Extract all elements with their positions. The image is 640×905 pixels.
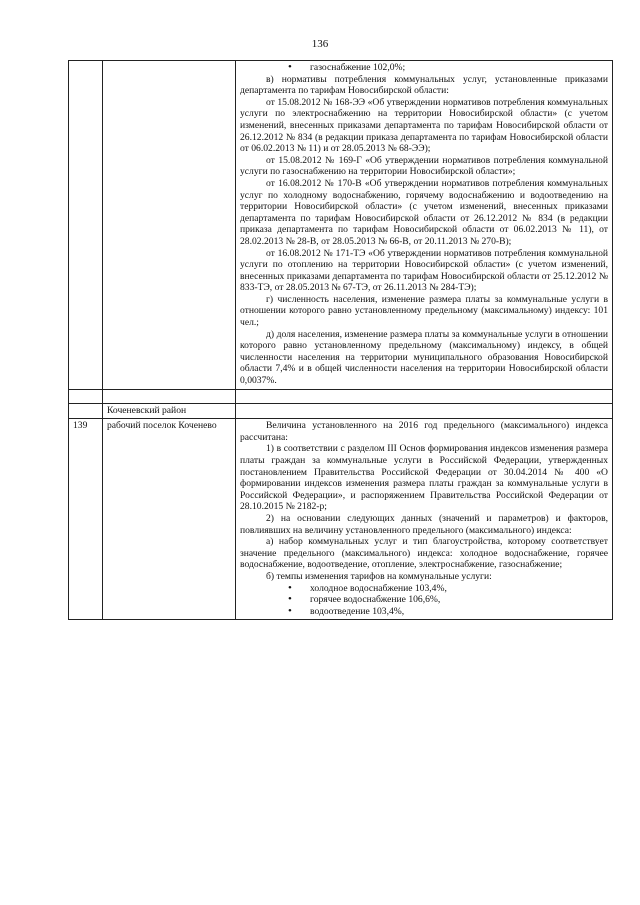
list-item: • холодное водоснабжение 103,4%, [310, 583, 608, 595]
page-number: 136 [311, 38, 329, 50]
table-row-district [69, 403, 613, 419]
row-number: 139 [69, 419, 103, 620]
paragraph: б) темпы изменения тарифов на коммунальные услуги: [266, 570, 492, 582]
bullet-list [240, 583, 608, 618]
table-row-139 [69, 419, 613, 620]
paragraph: от 15.08.2012 № 169-Г «Об утверждении нормативов потребления коммунальной услуги по газоснабжению на территории Новосибирской области»; [240, 154, 608, 178]
paragraph: а) набор коммунальных услуг и тип благоустройства, которому соответствует значение предельного (максимального) индекса: холодное водоснабжение, горячее водоснабжение, водоотведение, отопление, электроснабжение, газоснабжение; [240, 536, 608, 571]
paragraph: д) доля населения, изменение размера платы за коммунальные услуги в отношении которого равно установленному предельному (максимальному) индексу, в общей численности населения на территории муниципального образования Новосибирской области 7,4% и в общей численности населения на территории Новосибирской области 0,0037%. [240, 328, 608, 387]
list-item: • газоснабжение 102,0%; [310, 62, 608, 74]
paragraph: от 16.08.2012 № 170-В «Об утверждении нормативов потребления коммунальных услуг по холодному водоснабжению, горячему водоснабжению и водоотведению на территории Новосибирской области» (с учетом изменений, внесенных приказами департамента по тарифам Новосибирской области от 26.12.2012 № 834 (в редакции приказа департамента по тарифам Новосибирской области от 06.02.2013 № 11), от 28.02.2013 № 28-В, от 28.05.2013 № 66-В, от 20.11.2013 № 270-В); [240, 177, 608, 247]
cell-continuation-text [236, 61, 613, 390]
table-row-continuation [69, 61, 613, 390]
paragraph: от 15.08.2012 № 168-ЭЭ «Об утверждении нормативов потребления коммунальных услуги по электроснабжению на территории Новосибирской области» (с учетом изменений, внесенных приказами департамента по тарифам Новосибирской области от 26.12.2012 № 834 (в редакции приказа департамента по тарифам Новосибирской области от 06.02.2013 № 11) и от 28.05.2013 № 68-ЭЭ); [240, 96, 608, 155]
district-name: Коченевский район [103, 403, 236, 419]
cell-district-num [69, 403, 103, 419]
cell-settlement-empty [103, 61, 236, 390]
table-row-spacer [69, 389, 613, 403]
settlement-name: рабочий поселок Коченево [103, 419, 236, 620]
bullet-list [240, 62, 608, 74]
paragraph: г) численность населения, изменение размера платы за коммунальные услуги в отношении которого равно установленному предельному (максимальному) индексу: 101 чел.; [240, 293, 608, 329]
paragraph: 1) в соответствии с разделом III Основ формирования индексов изменения размера платы граждан за коммунальные услуги в Российской Федерации, утвержденных постановлением Правительства Российской Федерации от 30.04.2014 № 400 «О формировании индексов изменения размера платы граждан за коммунальные услуги в Российской Федерации», и распоряжением Правительства Российской Федерации от 28.10.2015 № 2182-р; [240, 443, 608, 513]
paragraph: Величина установленного на 2016 год предельного (максимального) индекса рассчитана: [240, 420, 608, 443]
list-item: • водоотведение 103,4%, [310, 606, 608, 618]
tariff-index-table [68, 60, 613, 620]
cell-index-description [236, 419, 613, 620]
list-item: • горячее водоснабжение 106,6%, [310, 594, 608, 606]
cell-num-empty [69, 61, 103, 390]
paragraph: в) нормативы потребления коммунальных услуг, установленные приказами департамента по тарифам Новосибирской области: [240, 73, 608, 97]
paragraph: от 16.08.2012 № 171-ТЭ «Об утверждении нормативов потребления коммунальной услуги по отоплению на территории Новосибирской области» (с учетом изменений, внесенных приказами департамента по тарифам Новосибирской области от 25.12.2012 № 833-ТЭ, от 28.05.2013 № 67-ТЭ, от 26.11.2013 № 284-ТЭ); [240, 247, 608, 294]
paragraph: 2) на основании следующих данных (значений и параметров) и факторов, повлиявших на величину установленного предельного (максимального) индекса: [240, 512, 608, 536]
cell-district-text [236, 403, 613, 419]
